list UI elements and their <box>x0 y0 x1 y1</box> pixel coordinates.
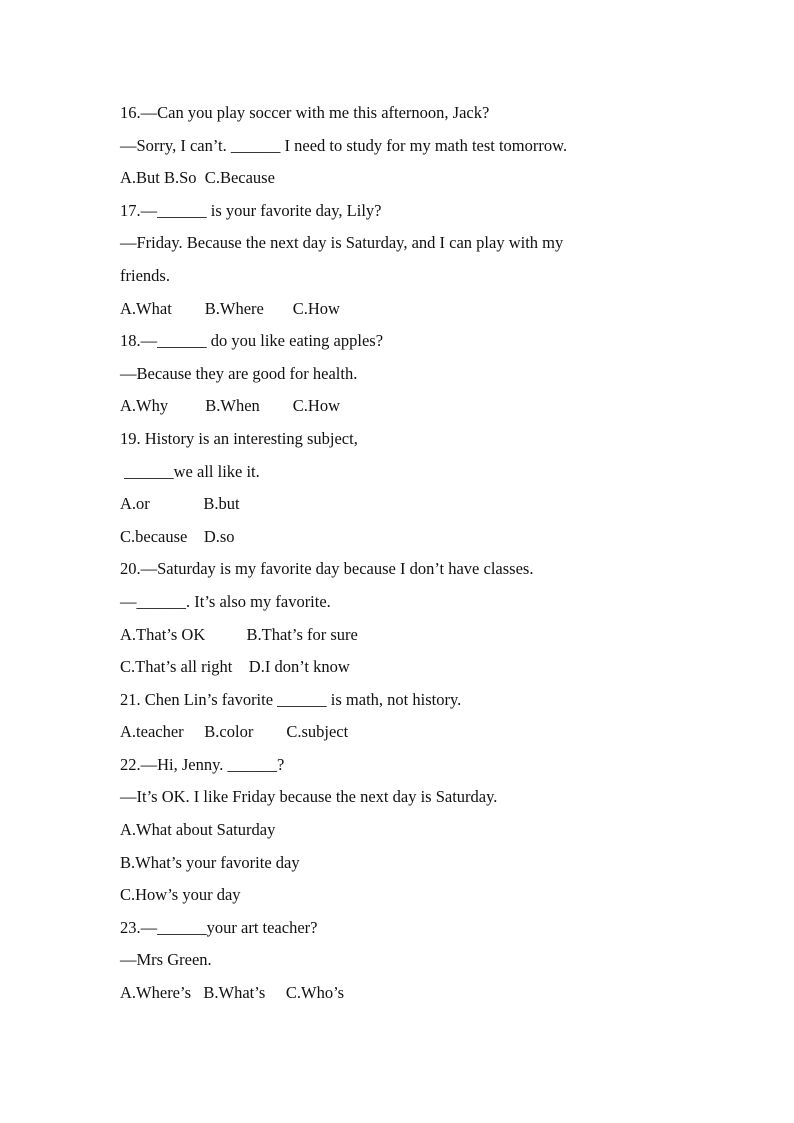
q17-options: A.What B.Where C.How <box>120 298 340 318</box>
q19-question-cont: ______we all like it. <box>120 461 260 481</box>
q17-answer-line-cont: friends. <box>120 265 170 285</box>
q19-options-cd: C.because D.so <box>120 526 235 546</box>
q22-question: 22.—Hi, Jenny. ______? <box>120 754 285 774</box>
q19-options-ab: A.or B.but <box>120 494 240 514</box>
q16-options: A.But B.So C.Because <box>120 168 275 188</box>
q16-answer-line: —Sorry, I can’t. ______ I need to study for my math test tomorrow. <box>120 135 568 155</box>
q20-question: 20.—Saturday is my favorite day because I don’t have classes. <box>120 559 534 579</box>
q23-answer-line: —Mrs Green. <box>120 950 212 970</box>
q22-answer-line: —It’s OK. I like Friday because the next day is Saturday. <box>120 787 498 807</box>
q22-option-c: C.How’s your day <box>120 885 241 905</box>
q22-option-a: A.What about Saturday <box>120 820 276 840</box>
q18-answer-line: —Because they are good for health. <box>120 363 358 383</box>
q16-question: 16.—Can you play soccer with me this afternoon, Jack? <box>120 103 490 122</box>
q21-options: A.teacher B.color C.subject <box>120 722 349 742</box>
q20-options-cd: C.That’s all right D.I don’t know <box>120 657 350 677</box>
q20-options-ab: A.That’s OK B.That’s for sure <box>120 624 358 644</box>
q23-question: 23.—______your art teacher? <box>120 917 318 937</box>
q17-question: 17.—______ is your favorite day, Lily? <box>120 200 382 220</box>
q17-answer-line: —Friday. Because the next day is Saturday, and I can play with my <box>120 233 564 253</box>
q18-options: A.Why B.When C.How <box>120 396 340 416</box>
question-list <box>120 97 680 1010</box>
q18-question: 18.—______ do you like eating apples? <box>120 331 384 351</box>
q20-answer-line: —______. It’s also my favorite. <box>120 591 331 611</box>
q19-question: 19. History is an interesting subject, <box>120 428 358 448</box>
q23-options: A.Where’s B.What’s C.Who’s <box>120 983 345 1003</box>
q22-option-b: B.What’s your favorite day <box>120 852 300 872</box>
q21-question: 21. Chen Lin’s favorite ______ is math, not history. <box>120 689 462 709</box>
